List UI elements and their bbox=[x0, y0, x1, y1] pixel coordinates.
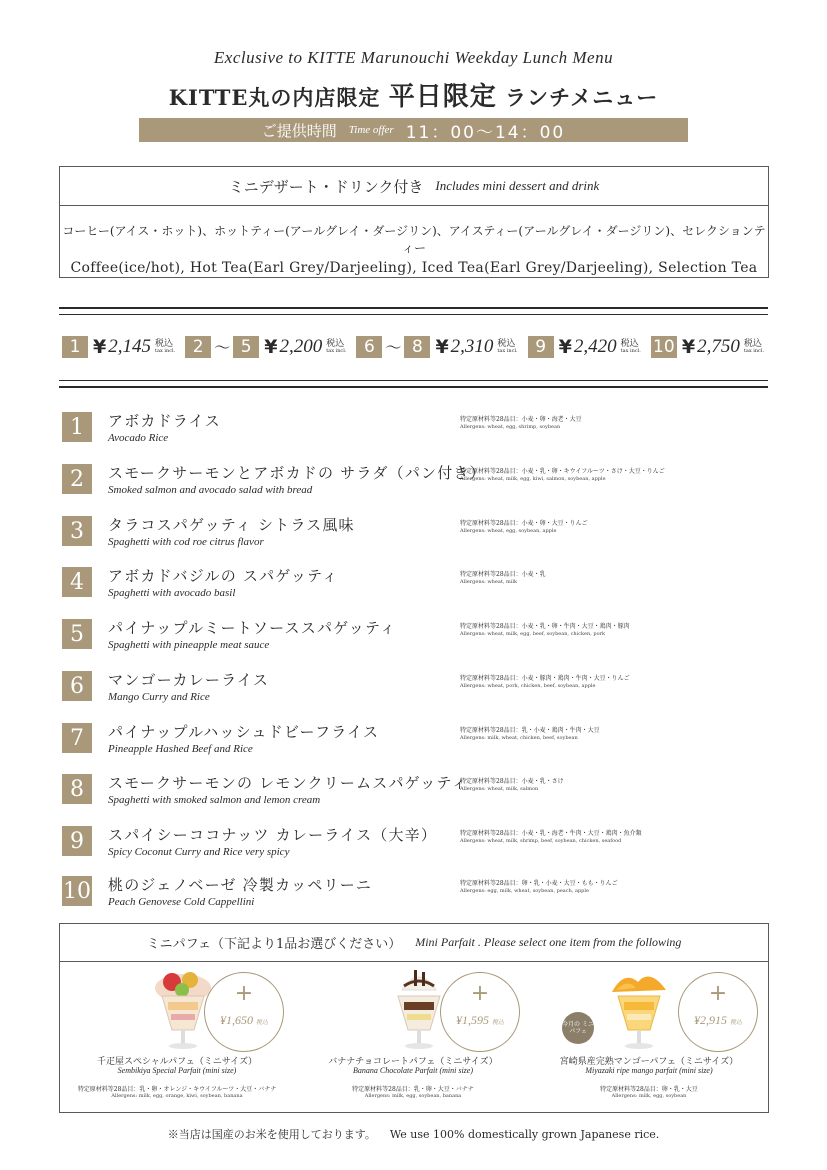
parfait-price-circle bbox=[440, 972, 520, 1052]
item-allergens-jp: 特定原材料等28品目：小麦・卵・大豆・りんご bbox=[460, 520, 588, 527]
parfait-name-en: Banana Chocolate Parfait (mini size) bbox=[353, 1066, 473, 1075]
item-allergens-jp: 特定原材料等28品目：小麦・乳・卵・キウイフルーツ・さけ・大豆・りんご bbox=[460, 468, 665, 475]
item-name-en: Avocado Rice bbox=[108, 432, 169, 444]
item-number: 8 bbox=[62, 774, 92, 804]
item-name-jp: スパイシーココナッツ カレーライス（大辛） bbox=[108, 826, 438, 844]
drink-heading-en: Includes mini dessert and drink bbox=[435, 178, 600, 193]
parfait-allergens-jp: 特定原材料等28品目：乳・卵・大豆・バナナ bbox=[352, 1086, 474, 1093]
parfait-allergens-jp: 特定原材料等28品目：乳・卵・オレンジ・キウイフルーツ・大豆・バナナ bbox=[77, 1086, 277, 1093]
item-number: 10 bbox=[62, 876, 92, 906]
yen-sign: ¥ bbox=[264, 335, 278, 358]
menu-item bbox=[62, 410, 772, 454]
yen-sign: ¥ bbox=[681, 335, 696, 358]
parfait-name-en: Sembikiya Special Parfait (mini size) bbox=[117, 1066, 237, 1075]
plus-icon: + bbox=[234, 981, 254, 1006]
item-name-en: Peach Genovese Cold Cappellini bbox=[108, 896, 255, 908]
parfait-name-jp: バナナチョコレートパフェ（ミニサイズ） bbox=[328, 1057, 498, 1067]
item-name-en: Spicy Coconut Curry and Rice very spicy bbox=[108, 846, 290, 858]
item-name-jp: スモークサーモンとアボカドの サラダ（パン付き） bbox=[108, 464, 486, 482]
parfait-price: ¥1,650 税込 bbox=[219, 1013, 268, 1027]
parfait-name-jp: 宮崎県産完熟マンゴーパフェ（ミニサイズ） bbox=[559, 1057, 739, 1067]
item-name-jp: タラコスパゲッティ シトラス風味 bbox=[108, 516, 355, 534]
item-allergens-en: Allergens: wheat, egg, soybean, apple bbox=[460, 528, 557, 534]
item-allergens-jp: 特定原材料等28品目：小麦・乳・卵・牛肉・大豆・鶏肉・豚肉 bbox=[460, 623, 630, 630]
item-allergens-en: Allergens: milk, wheat, chicken, beef, soybean bbox=[460, 735, 578, 741]
menu-item bbox=[62, 721, 772, 765]
plus-icon: + bbox=[470, 981, 490, 1006]
item-name-jp: パイナップルミートソーススパゲッティ bbox=[108, 619, 397, 637]
divider-top-2 bbox=[59, 314, 768, 315]
price-row bbox=[62, 335, 772, 358]
drink-heading-jp: ミニデザート・ドリンク付き bbox=[228, 177, 424, 196]
item-allergens-jp: 特定原材料等28品目：卵・乳・小麦・大豆・もも・りんご bbox=[460, 880, 618, 887]
parfait-price-circle bbox=[678, 972, 758, 1052]
item-number: 2 bbox=[62, 464, 92, 494]
item-name-jp: パイナップルハッシュドビーフライス bbox=[108, 723, 380, 741]
tax-label: 税込 tax incl. bbox=[326, 338, 347, 354]
item-allergens-jp: 特定原材料等28品目：乳・小麦・鶏肉・牛肉・大豆 bbox=[460, 727, 600, 734]
item-allergens-en: Allergens: wheat, milk bbox=[460, 579, 517, 585]
parfait-name-en: Miyazaki ripe mango parfait (mini size) bbox=[585, 1066, 713, 1075]
menu-item bbox=[62, 462, 772, 506]
price-group bbox=[185, 335, 346, 358]
title-lunch: ランチメニュー bbox=[505, 85, 659, 110]
drink-box bbox=[59, 166, 769, 278]
item-name-en: Spaghetti with pineapple meat sauce bbox=[108, 639, 270, 651]
drink-list-en: Coffee(ice/hot), Hot Tea(Earl Grey/Darjeeling), Iced Tea(Earl Grey/Darjeeling), Selection Tea bbox=[70, 260, 758, 276]
parfait-box bbox=[59, 923, 769, 1113]
item-name-en: Spaghetti with avocado basil bbox=[108, 587, 236, 599]
parfait-heading-jp: ミニパフェ（下記より1品お選びください） bbox=[146, 937, 402, 952]
item-allergens-en: Allergens: wheat, milk, egg, beef, soybean, chicken, pork bbox=[460, 631, 606, 637]
time-label-en: Time offer bbox=[348, 124, 394, 136]
price-value: 2,145 bbox=[108, 335, 151, 357]
price-value: 2,420 bbox=[573, 335, 617, 357]
item-number: 1 bbox=[62, 412, 92, 442]
yen-sign: ¥ bbox=[435, 335, 449, 358]
price-from: 9 bbox=[528, 336, 554, 358]
item-name-en: Mango Curry and Rice bbox=[108, 691, 210, 703]
price-group bbox=[528, 336, 641, 358]
title-weekday: 平日限定 bbox=[388, 82, 497, 112]
item-allergens-en: Allergens: wheat, milk, salmon bbox=[460, 786, 539, 792]
item-name-en: Smoked salmon and avocado salad with bread bbox=[108, 484, 313, 496]
item-allergens-en: Allergens: wheat, milk, shrimp, beef, soybean, chicken, seafood bbox=[460, 838, 622, 844]
footer-en: We use 100% domestically grown Japanese rice. bbox=[389, 1128, 660, 1141]
title-store: KITTE丸の内店限定 bbox=[168, 85, 381, 110]
menu-item bbox=[62, 874, 772, 918]
item-number: 3 bbox=[62, 516, 92, 546]
time-label: ご提供時間 bbox=[261, 121, 337, 140]
time-value: 11：00〜14：00 bbox=[405, 122, 566, 143]
parfait-allergens-en: Allergens: milk, egg, soybean bbox=[611, 1093, 687, 1099]
item-allergens-en: Allergens: wheat, egg, shrimp, soybean bbox=[460, 424, 561, 430]
japanese-title bbox=[0, 76, 827, 113]
item-number: 9 bbox=[62, 826, 92, 856]
item-name-en: Spaghetti with smoked salmon and lemon cream bbox=[108, 794, 321, 806]
parfait-price-circle bbox=[204, 972, 284, 1052]
price-from: 2 bbox=[185, 336, 211, 358]
item-allergens-en: Allergens: egg, milk, wheat, soybean, peach, apple bbox=[460, 888, 589, 894]
parfait-allergens-jp: 特定原材料等28品目：卵・乳・大豆 bbox=[600, 1086, 698, 1093]
price-group bbox=[356, 335, 517, 358]
item-allergens-jp: 特定原材料等28品目：小麦・乳・さけ bbox=[460, 778, 564, 785]
price-group bbox=[62, 336, 175, 358]
yen-sign: ¥ bbox=[93, 335, 107, 358]
price-from: 1 bbox=[62, 336, 88, 358]
range-tilde: 〜 bbox=[385, 338, 402, 357]
menu-item bbox=[62, 617, 772, 661]
monthly-parfait-badge: 今月の ミニパフェ bbox=[562, 1012, 594, 1044]
parfait-price: ¥1,595 税込 bbox=[455, 1013, 504, 1027]
item-allergens-en: Allergens: wheat, milk, egg, kiwi, salmon, soybean, apple bbox=[460, 476, 606, 482]
divider-mid-2 bbox=[59, 386, 768, 388]
item-allergens-jp: 特定原材料等28品目：小麦・乳・海老・牛肉・大豆・鶏肉・魚介類 bbox=[460, 830, 642, 837]
parfait-heading bbox=[60, 924, 768, 962]
item-name-jp: スモークサーモンの レモンクリームスパゲッティ bbox=[108, 774, 468, 792]
price-from: 6 bbox=[356, 336, 382, 358]
item-allergens-jp: 特定原材料等28品目：小麦・豚肉・鶏肉・牛肉・大豆・りんご bbox=[460, 675, 630, 682]
range-tilde: 〜 bbox=[214, 338, 231, 357]
parfait-price: ¥2,915 税込 bbox=[693, 1013, 742, 1027]
item-name-jp: マンゴーカレーライス bbox=[108, 671, 270, 689]
parfait-item bbox=[62, 962, 292, 1112]
parfait-item bbox=[298, 962, 528, 1112]
tax-label: 税込 tax incl. bbox=[620, 338, 641, 354]
yen-sign: ¥ bbox=[558, 335, 572, 358]
item-number: 4 bbox=[62, 567, 92, 597]
menu-item bbox=[62, 669, 772, 713]
tax-label: 税込 tax incl. bbox=[154, 338, 176, 354]
price-to: 5 bbox=[233, 336, 259, 358]
price-to: 8 bbox=[404, 336, 430, 358]
footer-jp: ※当店は国産のお米を使用しております。 bbox=[167, 1128, 376, 1141]
drink-heading bbox=[60, 167, 768, 206]
item-name-en: Pineapple Hashed Beef and Rice bbox=[108, 743, 253, 755]
price-value: 2,200 bbox=[279, 335, 323, 357]
price-value: 2,750 bbox=[697, 335, 740, 357]
mango-parfait-image bbox=[604, 968, 674, 1052]
parfait-heading-en: Mini Parfait . Please select one item from the following bbox=[415, 935, 682, 949]
price-group bbox=[651, 336, 764, 358]
item-name-en: Spaghetti with cod roe citrus flavor bbox=[108, 536, 264, 548]
tax-label: 税込 tax incl. bbox=[497, 338, 518, 354]
divider-mid-1 bbox=[59, 380, 768, 381]
menu-item bbox=[62, 824, 772, 868]
english-title: Exclusive to KITTE Marunouchi Weekday Lunch Menu bbox=[213, 48, 614, 67]
item-number: 6 bbox=[62, 671, 92, 701]
menu-item bbox=[62, 772, 772, 816]
item-allergens-en: Allergens: wheat, pork, chicken, beef, soybean, apple bbox=[460, 683, 596, 689]
drink-list-jp: コーヒー(アイス・ホット)、ホットティー(アールグレイ・ダージリン)、アイスティー(アールグレイ・ダージリン)、セレクションティー bbox=[62, 224, 766, 255]
item-allergens-jp: 特定原材料等28品目：小麦・乳 bbox=[460, 571, 546, 578]
plus-icon: + bbox=[708, 981, 728, 1006]
tax-label: 税込 tax incl. bbox=[743, 338, 765, 354]
item-allergens-jp: 特定原材料等28品目：小麦・卵・海老・大豆 bbox=[460, 416, 582, 423]
parfait-name-jp: 千疋屋スペシャルパフェ（ミニサイズ） bbox=[96, 1057, 258, 1067]
item-name-jp: アボカドライス bbox=[108, 412, 221, 430]
item-name-jp: アボカドバジルの スパゲッティ bbox=[108, 567, 339, 585]
item-number: 5 bbox=[62, 619, 92, 649]
price-from: 10 bbox=[651, 336, 677, 358]
parfait-allergens-en: Allergens: milk, egg, orange, kiwi, soybean, banana bbox=[111, 1093, 243, 1099]
item-number: 7 bbox=[62, 723, 92, 753]
parfait-allergens-en: Allergens: milk, egg, soybean, banana bbox=[364, 1093, 462, 1099]
menu-item bbox=[62, 514, 772, 558]
divider-top-1 bbox=[59, 307, 768, 309]
item-name-jp: 桃のジェノベーゼ 冷製カッペリーニ bbox=[108, 876, 373, 894]
service-time-bar bbox=[139, 118, 688, 142]
parfait-item bbox=[534, 962, 764, 1112]
footer-note bbox=[0, 1126, 827, 1142]
price-value: 2,310 bbox=[450, 335, 494, 357]
menu-item bbox=[62, 565, 772, 609]
